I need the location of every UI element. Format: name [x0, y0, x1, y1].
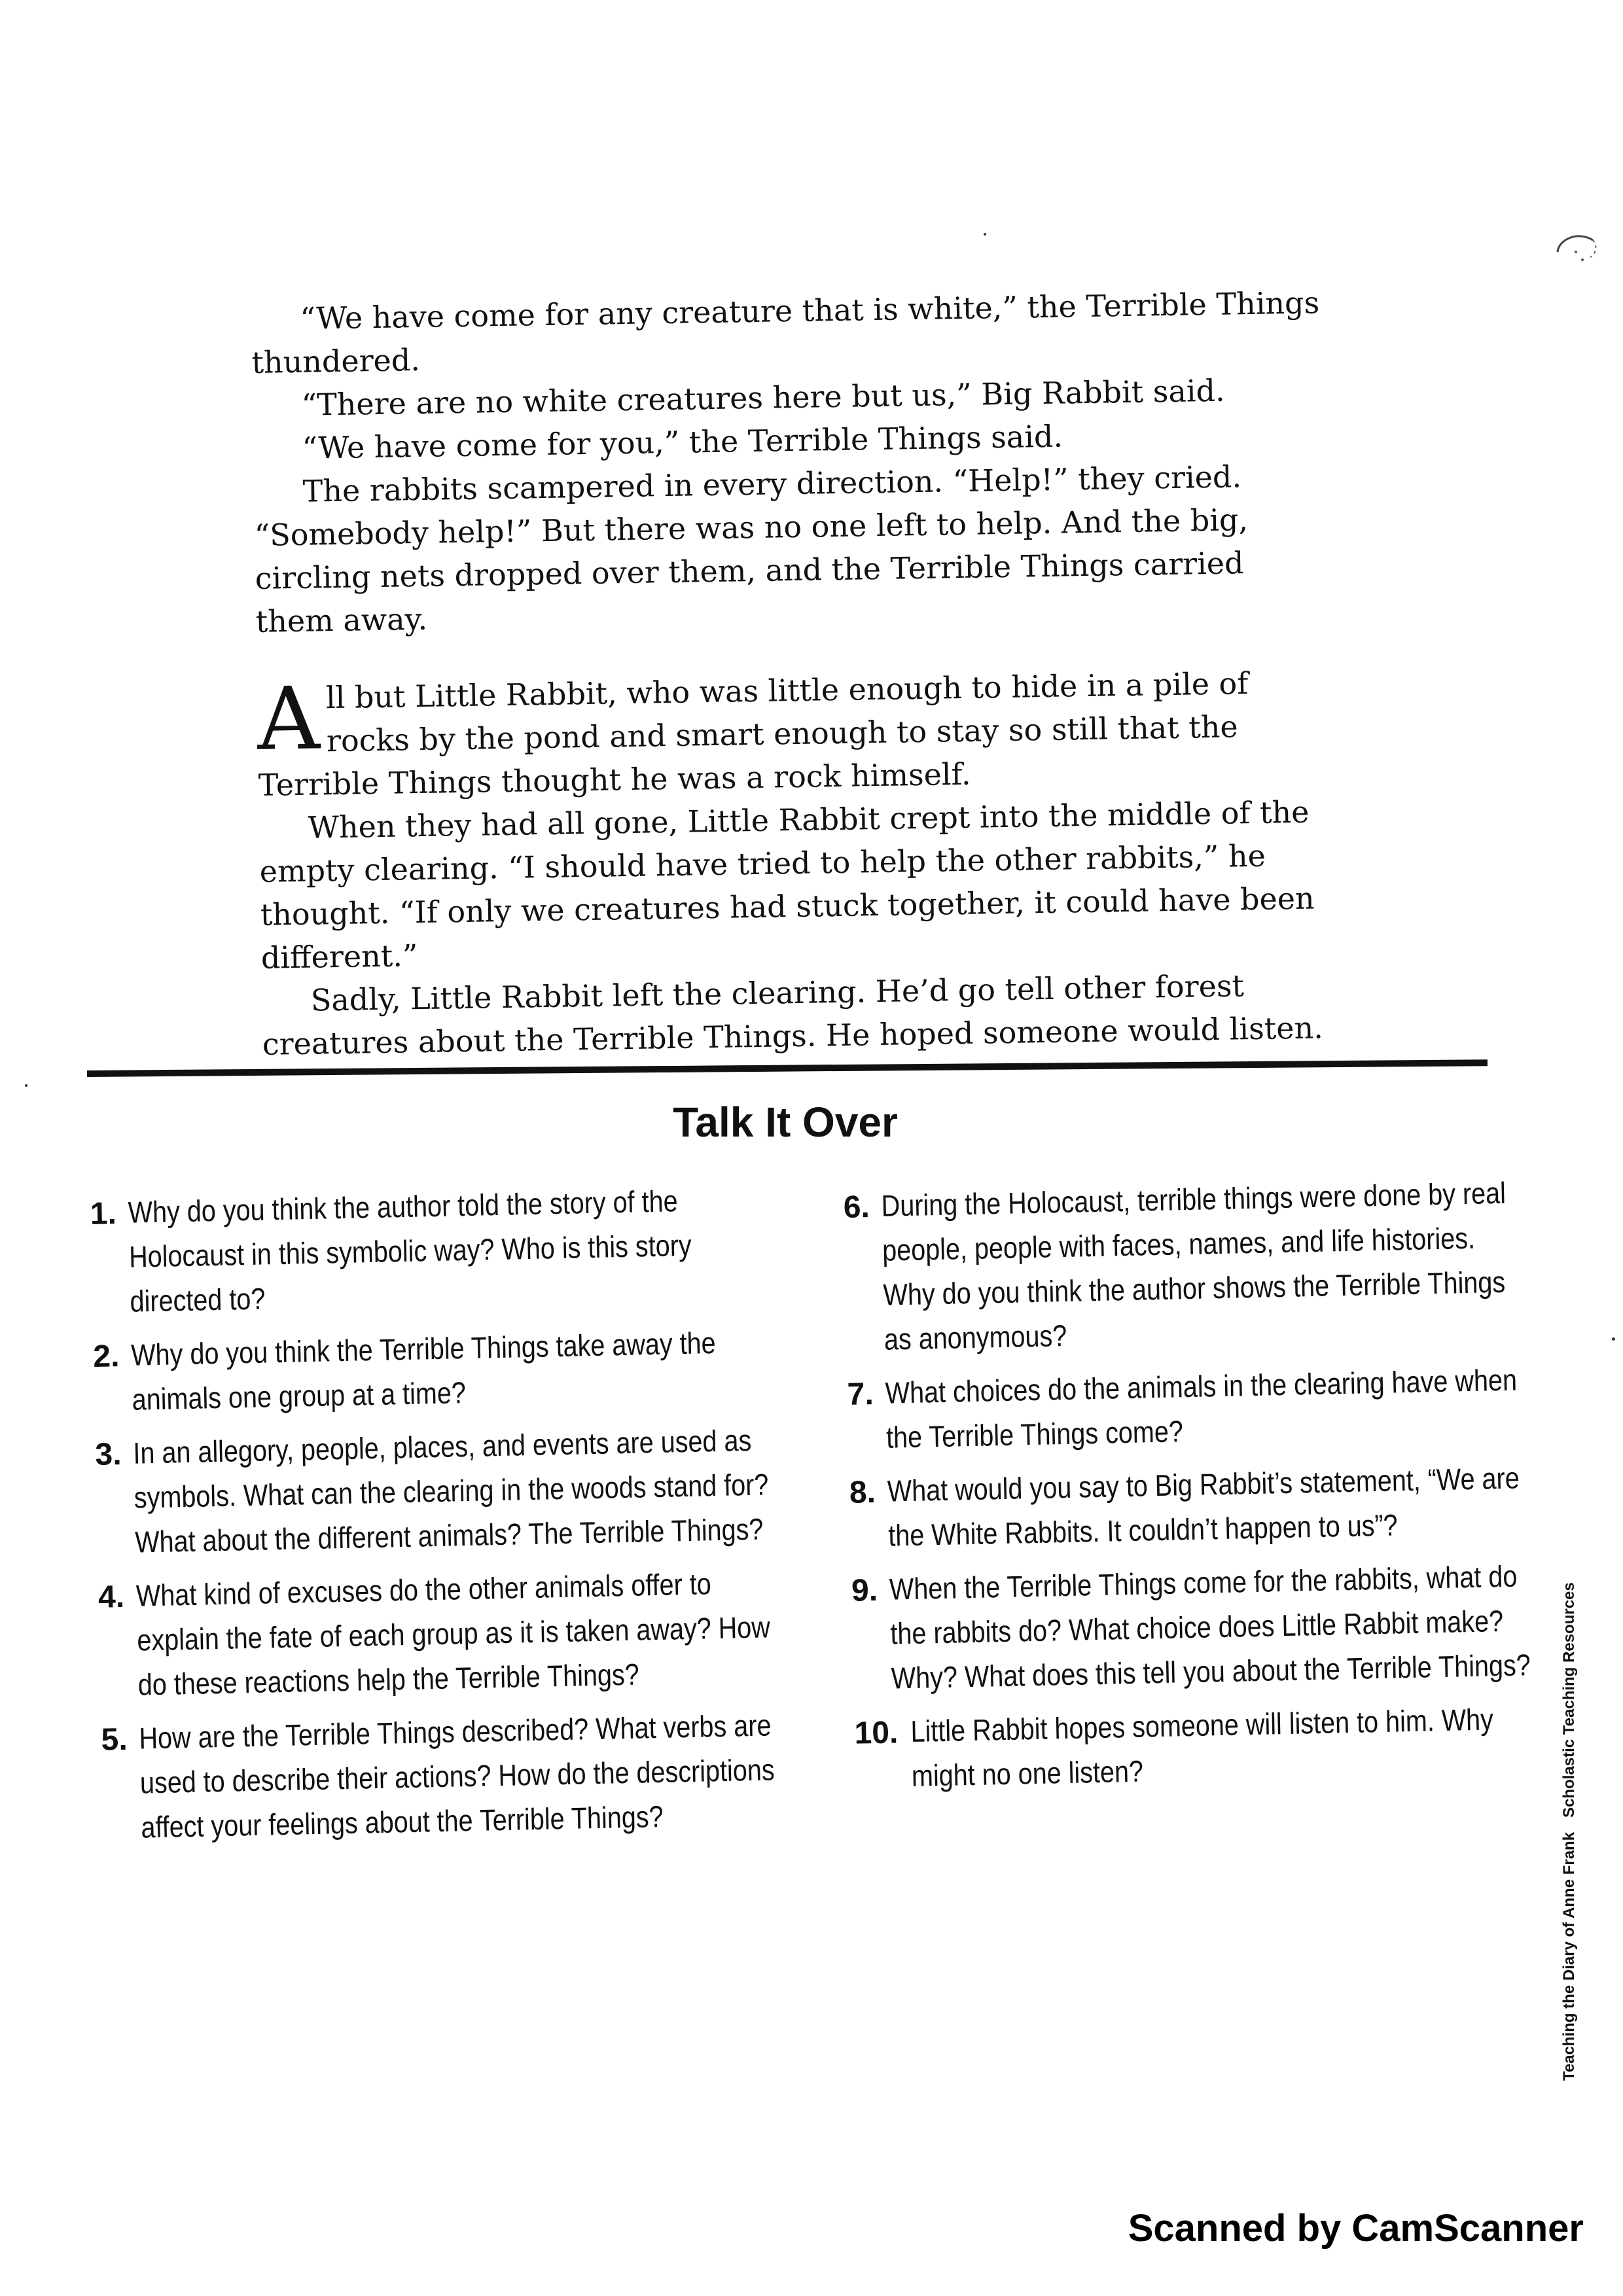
question-number: 1.: [90, 1196, 117, 1231]
story-text: [251, 281, 1336, 1066]
question-text: What would you say to Big Rabbit’s statement, “We are the White Rabbits. It couldn’t happen to us”?: [887, 1460, 1520, 1553]
question-number: 3.: [94, 1437, 122, 1472]
question-text: Why do you think the author told the story of the Holocaust in this symbolic way? Who is this story directed to?: [128, 1184, 692, 1318]
question-number: 5.: [101, 1722, 128, 1757]
question-item: [93, 1319, 789, 1422]
question-text: Why do you think the Terrible Things take away the animals one group at a time?: [130, 1326, 717, 1417]
side-credit: [1560, 1582, 1578, 2081]
story-paragraph-6: Sadly, Little Rabbit left the clearing. He’d go tell other forest creatures about the Terrible Things. He hoped someone would listen.: [262, 968, 1324, 1062]
question-text: When the Terrible Things come for the rabbits, what do the rabbits do? What choice does Little Rabbit make? Why? What does this tell you about the Terrible Things?: [889, 1559, 1531, 1695]
scan-speck: [984, 233, 986, 236]
story-paragraph-2: “There are no white creatures here but us,” Big Rabbit said.: [301, 372, 1225, 423]
scanner-watermark: Scanned by CamScanner: [1128, 2207, 1584, 2250]
question-item: [847, 1357, 1536, 1460]
question-text: During the Holocaust, terrible things were done by real people, people with faces, names, and life histories. Why do you think the author shows the Terrible Things as anonymous?: [881, 1175, 1507, 1356]
book-title-credit: Teaching the Diary of Anne Frank: [1560, 1831, 1578, 2081]
question-text: In an allegory, people, places, and events are used as symbols. What can the clearing in the woods stand for? What about the different animals? The Terrible Things?: [132, 1422, 769, 1559]
story-paragraph-1: “We have come for any creature that is white,” the Terrible Things thundered.: [251, 285, 1320, 380]
question-number: 4.: [98, 1580, 125, 1615]
question-number: 2.: [92, 1339, 120, 1374]
question-number: 7.: [847, 1377, 874, 1412]
drop-cap: A: [256, 668, 321, 770]
question-number: 9.: [851, 1573, 878, 1608]
story-dropcap-paragraph: [257, 660, 1332, 807]
dropcap-paragraph-text: ll but Little Rabbit, who was little enough to hide in a pile of rocks by the pond and smart enough to stay so still that the Terrible Things thought he was a rock himself.: [258, 665, 1249, 803]
question-text: What choices do the animals in the clearing have when the Terrible Things come?: [885, 1362, 1518, 1455]
scan-speck: [25, 1084, 27, 1087]
question-text: What kind of excuses do the other animals offer to explain the fate of each group as it is taken away? How do these reactions help the Terrible Things?: [135, 1566, 771, 1702]
questions-right-column: [843, 1170, 1543, 1809]
publisher-credit: Scholastic Teaching Resources: [1560, 1582, 1578, 1818]
section-title: Talk It Over: [673, 1099, 898, 1146]
question-text: How are the Terrible Things described? What verbs are used to describe their actions? How do the descriptions affect your feelings about the Terrible Things?: [138, 1708, 776, 1845]
question-item: [101, 1703, 797, 1850]
question-item: [95, 1417, 791, 1565]
question-number: 10.: [854, 1715, 899, 1751]
question-item: [851, 1553, 1541, 1701]
question-item: [854, 1696, 1543, 1799]
scan-speck: [1612, 1337, 1615, 1341]
story-paragraph-4: The rabbits scampered in every direction. “Help!” they cried. “Somebody help!” But there was no one left to help. And the big, circling nets dropped over them, and the Terrible Things carried them away.: [254, 459, 1249, 639]
corner-scribble-icon: [1552, 226, 1605, 278]
question-item: [849, 1455, 1538, 1559]
story-paragraph-5: When they had all gone, Little Rabbit crept into the middle of the empty clearing. “I should have tried to help the other rabbits,” he thought. “If only we creatures had stuck together, it could have been different.”: [259, 794, 1315, 976]
question-text: Little Rabbit hopes someone will listen to him. Why might no one listen?: [910, 1702, 1494, 1793]
question-item: [90, 1176, 786, 1324]
question-item: [843, 1170, 1533, 1362]
story-paragraph-3: “We have come for you,” the Terrible Things said.: [302, 418, 1063, 466]
questions-left-column: [90, 1176, 797, 1860]
question-item: [98, 1560, 794, 1708]
question-number: 6.: [843, 1190, 870, 1225]
question-number: 8.: [849, 1475, 876, 1510]
